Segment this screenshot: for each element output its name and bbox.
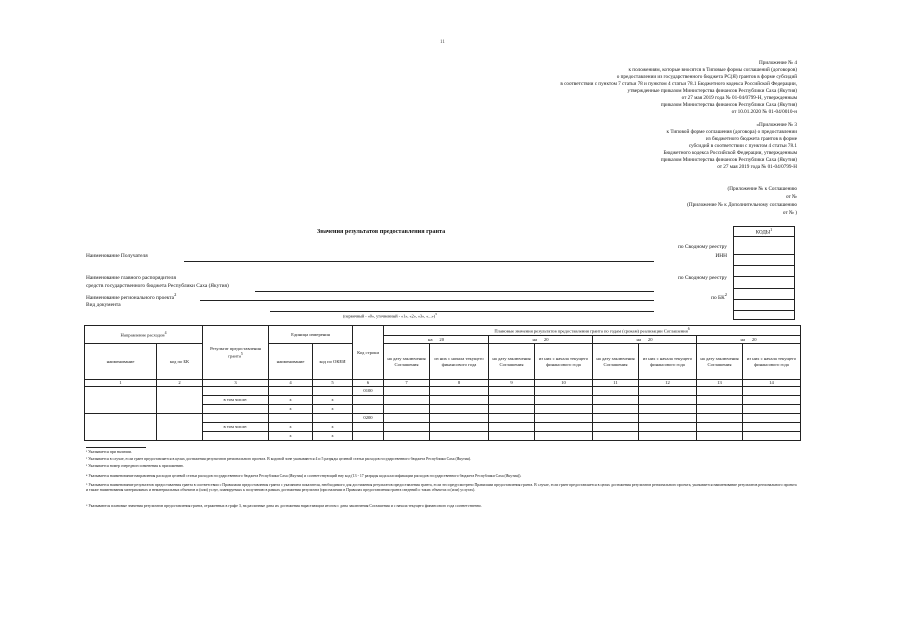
label-reestr2: по Сводному реестру [678, 275, 727, 281]
cell-value[interactable] [697, 432, 743, 441]
th-plan-text: Плановые значения результатов предоставления гранта по годам (срокам) реализации Соглашения [494, 328, 688, 334]
codes-header [734, 227, 795, 237]
cell-value[interactable] [384, 396, 430, 405]
cell-value[interactable] [697, 387, 743, 396]
doctype-hint-text: (первичный - «0», уточненный - «1», «2», «3», «...») [343, 313, 436, 319]
label-bk [711, 293, 727, 301]
th-result [203, 326, 269, 380]
cell-value[interactable] [697, 396, 743, 405]
th-year [384, 336, 489, 344]
cell-value[interactable] [535, 387, 593, 396]
cell-value[interactable] [593, 405, 639, 414]
cell-value[interactable] [639, 414, 697, 423]
cell-value[interactable] [697, 423, 743, 432]
cell-napr-name[interactable] [85, 414, 157, 441]
footnote-ref: 6 [687, 327, 690, 332]
cell-value[interactable] [593, 387, 639, 396]
header-line: к положениям, которые вносятся в Типовые формы соглашений (договоров) [628, 67, 797, 73]
header-line: Бюджетного кодекса Российской Федерации, утвержденным [663, 150, 797, 156]
cell-value[interactable] [743, 396, 801, 405]
col-number: 5 [313, 380, 353, 387]
cell-code: 0100 [353, 387, 384, 396]
cell-result[interactable]: в том числе: [203, 423, 269, 432]
label-inn: ИНН [715, 253, 727, 259]
th-from-start: из них с начала текущего финансового года [535, 344, 593, 380]
footnote-separator [86, 447, 146, 448]
cell-napr-kod[interactable] [157, 414, 203, 441]
project-underline[interactable] [200, 300, 654, 301]
cell-value[interactable] [384, 405, 430, 414]
cell-value[interactable] [639, 405, 697, 414]
code-cell-reestr2[interactable] [734, 276, 795, 288]
cell-value[interactable] [697, 405, 743, 414]
th-year [593, 336, 697, 344]
cell-value[interactable] [743, 423, 801, 432]
header-line: в соответствии с пунктом 7 статьи 78 и пунктом 4 статьи 78.1 Бюджетного кодекса Российской Федерации, [560, 81, 797, 87]
col-number: 10 [535, 380, 593, 387]
document-title: Значения результатов предоставления гранта [317, 228, 446, 235]
recipient-underline[interactable] [184, 261, 654, 262]
footnote-5: ⁵ Указывается наименование результатов предоставления гранта в соответствии с Правилами предоставления гранта с указанием показателя, необходимого для достижения результатов предоставления гранта, если это предусмотрено Правилами предоставления гранта. В случае, если грант предоставляется в целях достижения результатов регионального проекта, указывается наименование результатов регионального проекта и также наименования материальных и нематериальных объектов и (или) услуг, планируемых к получению в рамках достижения результата (при наличии в Правилах предоставления гранта сведений о таких объектах и (или) услугах). [86, 483, 797, 492]
code-cell-inn[interactable] [734, 254, 795, 265]
footnote-ref: 4 [164, 331, 167, 336]
cell-result[interactable] [203, 414, 269, 423]
cell-okei[interactable]: x [313, 432, 353, 441]
cell-code [353, 396, 384, 405]
th-napravlenie [85, 326, 203, 344]
cell-value[interactable] [639, 432, 697, 441]
doctype-hint [343, 313, 437, 319]
cell-value[interactable] [697, 414, 743, 423]
th-name: наименование [85, 344, 157, 380]
code-cell-bk[interactable] [734, 299, 795, 310]
cell-result[interactable] [203, 387, 269, 396]
cell-value[interactable] [489, 405, 535, 414]
cell-value[interactable] [535, 432, 593, 441]
cell-value[interactable] [430, 396, 489, 405]
header-line: от № [785, 194, 797, 200]
footnote-ref: 1 [770, 227, 773, 232]
col-number: 8 [430, 380, 489, 387]
header-line: от № ) [782, 210, 797, 216]
doctype-underline[interactable] [270, 311, 654, 312]
cell-value[interactable] [489, 432, 535, 441]
code-cell-blank[interactable] [734, 265, 795, 276]
cell-value[interactable] [743, 414, 801, 423]
header-line: от 27 мая 2019 года № 01-04/0799-Н, утвержденным [681, 95, 797, 101]
header-line: субсидий в соответствии с пунктом 4 статьи 78.1 [688, 143, 797, 149]
header-line: утвержденные приказом Министерства финансов Республики Саха (Якутия) [627, 88, 797, 94]
header-line: «Приложение № 3 [756, 122, 797, 128]
cell-value[interactable] [384, 432, 430, 441]
cell-value[interactable] [593, 396, 639, 405]
code-cell-blank2[interactable] [734, 288, 795, 299]
col-number: 14 [743, 380, 801, 387]
cell-okei[interactable] [313, 414, 353, 423]
header-line: приказом Министерства финансов Республики Саха (Якутия) [660, 102, 797, 108]
header-line: о предоставлении из государственного бюджета РС(Я) грантов в форме субсидий [616, 74, 797, 80]
cell-value[interactable] [639, 387, 697, 396]
footnote-ref: 5 [240, 351, 243, 356]
year-value: 20 [647, 336, 653, 342]
label-bk-text: по БК [711, 294, 725, 301]
col-number: 6 [353, 380, 384, 387]
footnote-3: ³ Указывается номер очередного изменения к приложению. [86, 464, 185, 468]
table-row [85, 414, 801, 423]
cell-value[interactable] [384, 387, 430, 396]
col-number: 13 [697, 380, 743, 387]
col-number: 9 [489, 380, 535, 387]
th-kod-bk: код по БК [157, 344, 203, 380]
footnote-2: ² Указывается в случае, если грант предоставляется в целях достижения результатов регионального проекта. В кодовой зоне указываются 4 и 5 разряды целевой статьи расходов государственного бюджета Республики Саха (Якутия). [86, 457, 471, 461]
th-from-start: из них с начала текущего финансового года [743, 344, 801, 380]
cell-code [353, 405, 384, 414]
cell-value[interactable] [430, 405, 489, 414]
cell-napr-name[interactable] [85, 387, 157, 414]
year-value: 20 [751, 336, 757, 342]
col-number: 3 [203, 380, 269, 387]
cell-okei[interactable] [313, 387, 353, 396]
cell-okei[interactable]: x [313, 396, 353, 405]
th-unit: Единица измерения [269, 326, 353, 344]
header-line: (Приложение № к Дополнительному соглашению [687, 202, 797, 208]
th-on-date: на дату заключения Соглашения [697, 344, 743, 380]
th-kod-stroki: Код строки [353, 326, 384, 380]
cell-value[interactable] [743, 405, 801, 414]
table-row [85, 387, 801, 396]
cell-result[interactable] [203, 405, 269, 414]
label-project [86, 293, 176, 301]
label-reestr: по Сводному реестру [678, 244, 727, 250]
col-number: 2 [157, 380, 203, 387]
label-gr-line2: средств государственного бюджета Республики Саха (Якутия) [86, 283, 229, 289]
cell-value[interactable] [489, 387, 535, 396]
cell-value[interactable] [535, 414, 593, 423]
footnote-4: ⁴ Указывается наименование направления расходов целевой статьи расходов государственного бюджета Республики Саха (Якутия) и соответствующий ему код (13 - 17 разряды кода классификации расходов государственного бюджета Республики Саха (Якутия)). [86, 474, 522, 478]
th-unit-name: наименование [269, 344, 313, 380]
codes-label: КОДЫ [755, 230, 771, 236]
th-year [489, 336, 593, 344]
cell-value[interactable] [430, 414, 489, 423]
col-number: 7 [384, 380, 430, 387]
cell-okei[interactable]: x [313, 405, 353, 414]
footnote-6: ⁶ Указываются плановые значения результатов предоставления гранта, отраженных в графе 3, на различные даты их достижения нарастающим итогом с даты заключения Соглашения и с начала текущего финансового года соответственно. [86, 504, 482, 508]
col-number: 4 [269, 380, 313, 387]
cell-value[interactable] [384, 423, 430, 432]
year-value: 20 [439, 336, 444, 342]
cell-value[interactable] [489, 396, 535, 405]
cell-result[interactable]: в том числе: [203, 396, 269, 405]
cell-result[interactable] [203, 432, 269, 441]
cell-value[interactable] [535, 396, 593, 405]
cell-value[interactable] [639, 396, 697, 405]
cell-unit[interactable] [269, 414, 313, 423]
header-line: приказом Министерства финансов Республики Саха (Якутия) [660, 157, 797, 163]
th-on-date: на дату заключения Соглашения [489, 344, 535, 380]
column-numbers-row [85, 380, 801, 387]
th-okei: код по ОКЕИ [313, 344, 353, 380]
cell-value[interactable] [593, 432, 639, 441]
th-napravlenie-text: Направление расходов [120, 332, 165, 338]
cell-value[interactable] [384, 414, 430, 423]
th-result-text: Результат предоставления гранта [210, 346, 261, 359]
year-prefix: на [636, 336, 641, 342]
code-cell-reestr[interactable] [734, 236, 795, 254]
header-line: (Приложение № к Соглашению [727, 186, 797, 192]
footnote-ref: 2 [174, 292, 177, 297]
header-line: к Типовой форме соглашения (договора) о предоставлении [666, 129, 797, 135]
cell-value[interactable] [430, 423, 489, 432]
label-project-text: Наименование регионального проекта [86, 294, 175, 301]
cell-unit[interactable]: x [269, 405, 313, 414]
cell-value[interactable] [743, 432, 801, 441]
cell-unit[interactable]: x [269, 423, 313, 432]
cell-value[interactable] [535, 405, 593, 414]
year-value: 20 [543, 336, 549, 342]
col-number: 11 [593, 380, 639, 387]
results-table [84, 325, 801, 441]
cell-okei[interactable]: x [313, 423, 353, 432]
cell-unit[interactable]: x [269, 396, 313, 405]
th-on-date: на дату заключения Соглашения [384, 344, 430, 380]
th-from-start: из них с начала текущего финансового года [639, 344, 697, 380]
year-prefix: на [428, 336, 433, 342]
header-line: от 10.01.2020 № 01-04/0010-н [731, 109, 797, 115]
cell-value[interactable] [489, 423, 535, 432]
cell-value[interactable] [743, 387, 801, 396]
cell-unit[interactable]: x [269, 432, 313, 441]
th-year [697, 336, 801, 344]
th-from-start: из них с начала текущего финансового года [430, 344, 489, 380]
label-doc-type: Вид документа [86, 302, 121, 308]
footnote-ref: 2 [724, 292, 727, 297]
cell-value[interactable] [639, 423, 697, 432]
label-gr-line1: Наименование главного распорядителя [86, 275, 176, 281]
label-recipient: Наименование Получателя [86, 253, 148, 259]
cell-value[interactable] [593, 414, 639, 423]
year-prefix: на [532, 336, 537, 342]
cell-code [353, 423, 384, 432]
col-number: 12 [639, 380, 697, 387]
header-line: из бюджетного бюджета грантов в форме [705, 136, 797, 142]
cell-value[interactable] [430, 387, 489, 396]
col-number: 1 [85, 380, 157, 387]
year-prefix: на [740, 336, 745, 342]
cell-code [353, 432, 384, 441]
cell-value[interactable] [593, 423, 639, 432]
footnote-ref: 3 [435, 312, 437, 316]
th-on-date: на дату заключения Соглашения [593, 344, 639, 380]
cell-value[interactable] [430, 432, 489, 441]
code-cell-doctype[interactable] [734, 310, 795, 319]
cell-napr-kod[interactable] [157, 387, 203, 414]
cell-value[interactable] [535, 423, 593, 432]
footnote-1: ¹ Указывается при наличии. [86, 450, 132, 454]
cell-code: 0200 [353, 414, 384, 423]
header-line: Приложение № 4 [759, 60, 797, 66]
page-number: 11 [440, 40, 445, 45]
gr-underline[interactable] [255, 291, 654, 292]
cell-value[interactable] [489, 414, 535, 423]
th-plan [384, 326, 801, 336]
codes-table [733, 226, 795, 320]
header-line: от 27 мая 2019 года № 01-04/0799-Н [717, 164, 797, 170]
cell-unit[interactable] [269, 387, 313, 396]
